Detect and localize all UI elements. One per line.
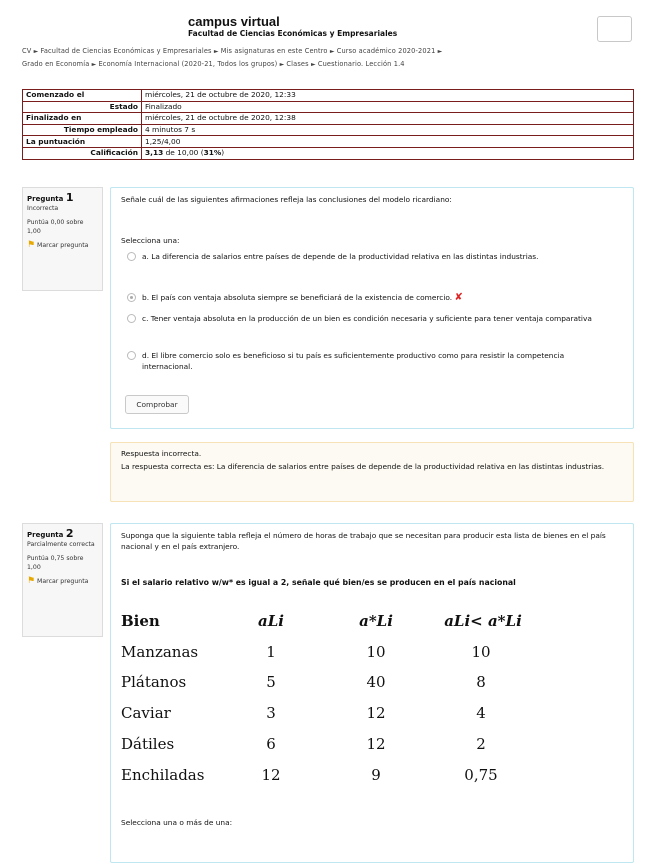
summary-label: Calificación [23, 147, 142, 159]
breadcrumb-link[interactable]: Facultad de Ciencias Económicas y Empresariales [40, 47, 212, 55]
answer-option-b[interactable] [127, 292, 617, 304]
radio-button[interactable] [127, 351, 136, 360]
attempt-summary-table [22, 89, 634, 160]
table-cell: 6 [266, 735, 276, 753]
summary-value: 1,25/4,00 [142, 136, 634, 148]
table-cell: Dátiles [121, 735, 175, 753]
table-cell: 40 [366, 673, 386, 691]
option-text[interactable]: d. El libre comercio solo es beneficioso si tu país es suficientemente productivo como para resistir la competencia internacional. [142, 351, 565, 371]
question-2-content [110, 523, 634, 863]
breadcrumb-link[interactable]: Economía Internacional (2020-21, Todos los grupos) [98, 60, 278, 68]
option-row[interactable] [142, 292, 617, 303]
table-row [23, 147, 634, 159]
column-header: a*Li [359, 612, 393, 630]
faculty-name: Facultad de Ciencias Económicas y Empresariales [188, 29, 398, 38]
table-row [121, 766, 581, 800]
table-cell: Manzanas [121, 643, 199, 661]
site-title[interactable]: campus virtual [188, 14, 280, 29]
flag-icon[interactable]: ⚑ [27, 240, 36, 250]
check-button[interactable]: Comprobar [125, 395, 189, 414]
question-info-2 [22, 523, 103, 637]
column-header: aLi< a*Li [444, 612, 522, 630]
answer-option-c[interactable] [127, 313, 617, 337]
table-row [121, 704, 581, 738]
select-prompt: Selecciona una: [121, 236, 180, 245]
table-cell: 12 [366, 704, 386, 722]
table-row [23, 90, 634, 102]
option-text[interactable]: a. La diferencia de salarios entre países de depende de la productividad relativa en las distintas industrias. [142, 252, 539, 261]
question-number-value: 1 [65, 191, 74, 204]
summary-value: Finalizado [142, 101, 634, 113]
breadcrumb-separator-icon: ► [310, 61, 318, 68]
grade-scale: de 10,00 ( [163, 148, 204, 158]
question-1-feedback [110, 442, 634, 502]
select-prompt: Selecciona una o más de una: [121, 818, 233, 827]
flag-question-link[interactable] [27, 577, 98, 586]
breadcrumb-separator-icon: ► [437, 48, 443, 55]
grade-close: ) [221, 148, 225, 158]
question-status: Incorrecta [27, 205, 59, 212]
answer-option-d[interactable] [127, 350, 617, 374]
user-menu-button[interactable] [597, 16, 632, 42]
summary-label: Comenzado el [23, 90, 142, 102]
table-cell: 10 [471, 643, 491, 661]
question-number [27, 529, 98, 540]
breadcrumb-separator-icon: ► [213, 48, 221, 55]
breadcrumb-separator-icon: ► [329, 48, 337, 55]
feedback-title: Respuesta incorrecta. [121, 449, 202, 458]
breadcrumb-separator-icon: ► [33, 48, 41, 55]
breadcrumb [22, 45, 622, 71]
flag-label[interactable]: Marcar pregunta [37, 578, 89, 585]
table-cell: Caviar [121, 704, 171, 722]
breadcrumb-link[interactable]: Curso académico 2020-2021 [336, 47, 436, 55]
flag-label[interactable]: Marcar pregunta [37, 242, 89, 249]
question-info-1 [22, 187, 103, 291]
table-row [23, 124, 634, 136]
summary-label: Finalizado en [23, 113, 142, 125]
incorrect-icon: ✘ [454, 292, 463, 303]
summary-value [142, 147, 634, 159]
question-status: Parcialmente correcta [27, 541, 95, 548]
question-text: Suponga que la siguiente tabla refleja el número de horas de trabajo que se necesitan para producir esta lista de bienes en el país nacional y en el país extranjero. [121, 531, 606, 551]
table-cell: 5 [266, 673, 276, 691]
flag-icon[interactable]: ⚑ [27, 576, 36, 586]
table-row [121, 735, 581, 769]
question-1-content [110, 187, 634, 429]
table-row [23, 101, 634, 113]
summary-label: La puntuación [23, 136, 142, 148]
table-cell: 4 [476, 704, 486, 722]
table-cell: 12 [366, 735, 386, 753]
table-cell: Plátanos [121, 673, 187, 691]
summary-label: Estado [23, 101, 142, 113]
correct-answer-text: La respuesta correcta es: La diferencia de salarios entre países de depende de la productividad relativa en las distintas industrias. [121, 462, 605, 471]
question-text: Señale cuál de las siguientes afirmaciones refleja las conclusiones del modelo ricardiano: [121, 195, 452, 204]
summary-value: miércoles, 21 de octubre de 2020, 12:33 [142, 90, 634, 102]
question-label: Pregunta [27, 195, 64, 203]
table-row [121, 643, 581, 677]
table-cell: 8 [476, 673, 486, 691]
question-number-value: 2 [65, 527, 74, 540]
question-score: Puntúa 0,00 sobre 1,00 [27, 219, 84, 235]
breadcrumb-link[interactable]: CV [22, 47, 32, 55]
breadcrumb-separator-icon: ► [279, 61, 287, 68]
breadcrumb-link[interactable]: Mis asignaturas en este Centro [220, 47, 328, 55]
table-cell: 0,75 [464, 766, 498, 784]
answer-option-a[interactable] [127, 251, 617, 275]
table-cell: 1 [266, 643, 276, 661]
question-number [27, 193, 98, 204]
question-prompt: Si el salario relativo w/w* es igual a 2, señale qué bien/es se producen en el país nacional [121, 578, 516, 587]
column-header: aLi [258, 612, 284, 630]
table-cell: 10 [366, 643, 386, 661]
table-header-row [121, 612, 581, 646]
question-label: Pregunta [27, 531, 64, 539]
table-row [121, 673, 581, 707]
table-cell: Enchiladas [121, 766, 205, 784]
table-cell: 2 [476, 735, 486, 753]
table-cell: 12 [261, 766, 281, 784]
breadcrumb-link[interactable]: Grado en Economía [22, 60, 90, 68]
question-score: Puntúa 0,75 sobre 1,00 [27, 555, 84, 571]
radio-button[interactable] [127, 314, 136, 323]
radio-button-selected[interactable] [127, 293, 136, 302]
table-cell: 3 [266, 704, 276, 722]
grade-value: 3,13 [145, 148, 164, 158]
summary-value: 4 minutos 7 s [142, 124, 634, 136]
flag-question-link[interactable] [27, 241, 98, 250]
column-header: Bien [121, 612, 160, 630]
summary-value: miércoles, 21 de octubre de 2020, 12:38 [142, 113, 634, 125]
breadcrumb-current: Cuestionario. Lección 1.4 [317, 60, 405, 68]
summary-label: Tiempo empleado [23, 124, 142, 136]
radio-button[interactable] [127, 252, 136, 261]
site-header [188, 15, 397, 39]
option-text[interactable]: c. Tener ventaja absoluta en la producción de un bien es condición necesaria y suficiente para tener ventaja comparativa [142, 314, 592, 323]
breadcrumb-separator-icon: ► [91, 61, 99, 68]
table-cell: 9 [371, 766, 381, 784]
breadcrumb-link[interactable]: Clases [286, 60, 309, 68]
table-row [23, 136, 634, 148]
option-text[interactable]: b. El país con ventaja absoluta siempre se beneficiará de la existencia de comercio. [142, 293, 453, 302]
table-row [23, 113, 634, 125]
grade-percent: 31% [203, 148, 222, 158]
